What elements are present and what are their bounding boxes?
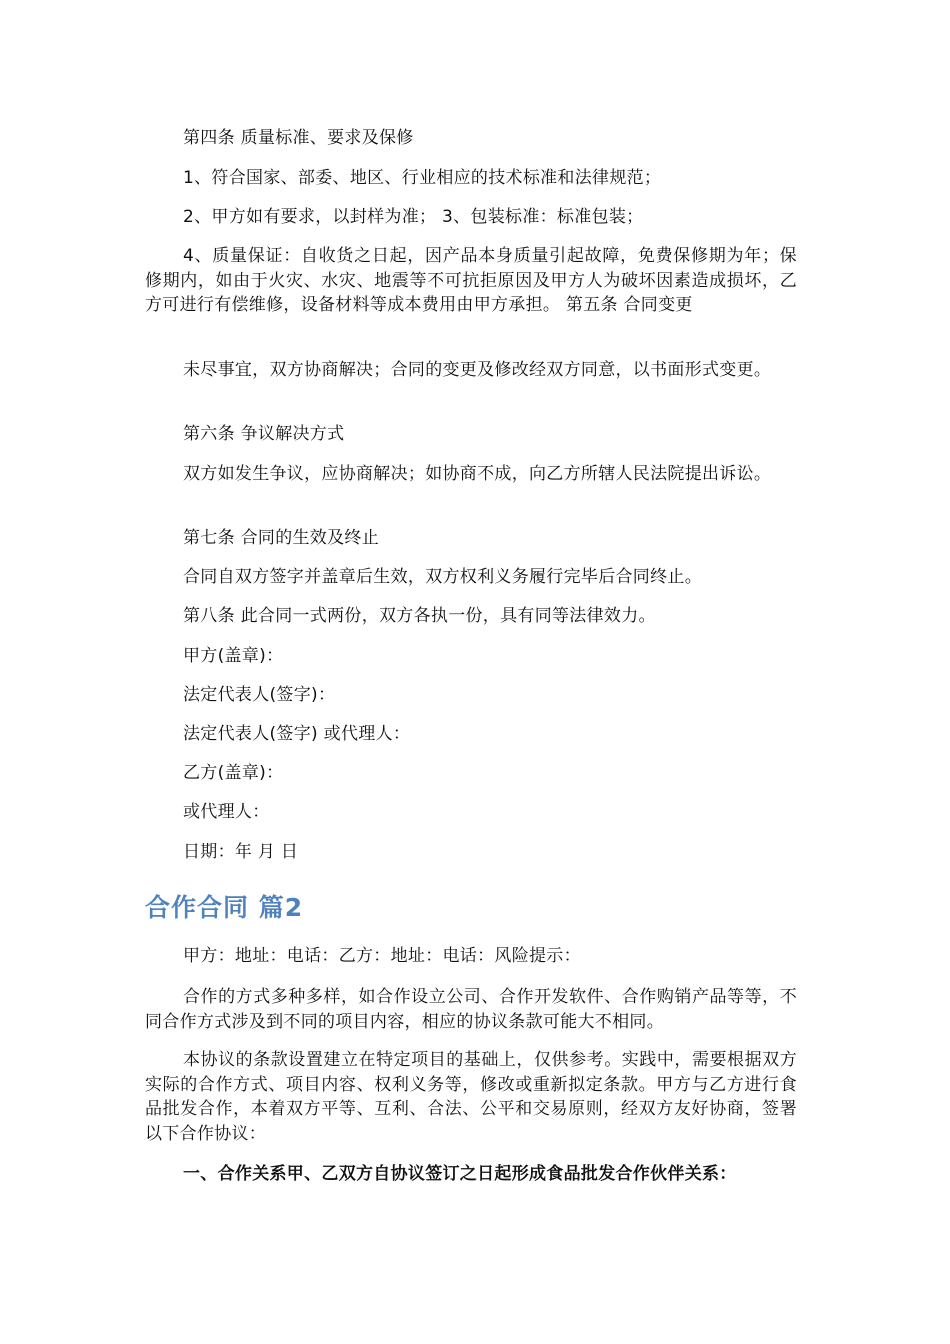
legal-rep-or-agent: 法定代表人(签字) 或代理人： [183, 724, 411, 744]
article-7-title: 第七条 合同的生效及终止 [183, 528, 380, 548]
section2-intro: 本协议的条款设置建立在特定项目的基础上，仅供参考。实践中，需要根据双方实际的合作方式、项目内容、权利义务等，修改或重新拟定条款。甲方与乙方进行食品批发合作，本着双方平等、互利、合法、公平和交易原则，经双方友好协商，签署以下合作协议： [145, 1050, 797, 1144]
article-5-body: 未尽事宜，双方协商解决；合同的变更及修改经双方同意，以书面形式变更。 [183, 360, 772, 380]
article-4-item-4: 4、质量保证：自收货之日起，因产品本身质量引起故障，免费保修期为年；保修期内，如由于火灾、水灾、地震等不可抗拒原因及甲方人为破坏因素造成损坏，乙方可进行有偿维修，设备材料等成本费用由甲方承担。 第五条 合同变更 [145, 246, 797, 315]
section2-risk-note: 合作的方式多种多样，如合作设立公司、合作开发软件、合作购销产品等等，不同合作方式涉及到不同的项目内容，相应的协议条款可能大不相同。 [145, 987, 797, 1032]
article-6-body: 双方如发生争议，应协商解决；如协商不成，向乙方所辖人民法院提出诉讼。 [183, 464, 772, 484]
article-4-item-1: 1、符合国家、部委、地区、行业相应的技术标准和法律规范； [183, 168, 662, 188]
section2-clause-1: 一、合作关系甲、乙双方自协议签订之日起形成食品批发合作伙伴关系： [183, 1164, 737, 1184]
section2-parties: 甲方：地址：电话：乙方：地址：电话：风险提示： [183, 946, 581, 966]
article-7-body: 合同自双方签字并盖章后生效，双方权利义务履行完毕后合同终止。 [183, 567, 702, 587]
article-4-item-2-3: 2、甲方如有要求，以封样为准； 3、包装标准：标准包装； [183, 207, 644, 227]
agent-line: 或代理人： [183, 802, 270, 822]
article-8: 第八条 此合同一式两份，双方各执一份，具有同等法律效力。 [183, 606, 656, 626]
party-b-seal: 乙方(盖章)： [183, 763, 284, 783]
date-line: 日期：年 月 日 [183, 842, 299, 862]
legal-rep-signature: 法定代表人(签字)： [183, 685, 336, 705]
party-a-seal: 甲方(盖章)： [183, 646, 284, 666]
article-4-title: 第四条 质量标准、要求及保修 [183, 128, 414, 148]
article-6-title: 第六条 争议解决方式 [183, 424, 345, 444]
section-heading: 合作合同 篇2 [145, 893, 304, 922]
